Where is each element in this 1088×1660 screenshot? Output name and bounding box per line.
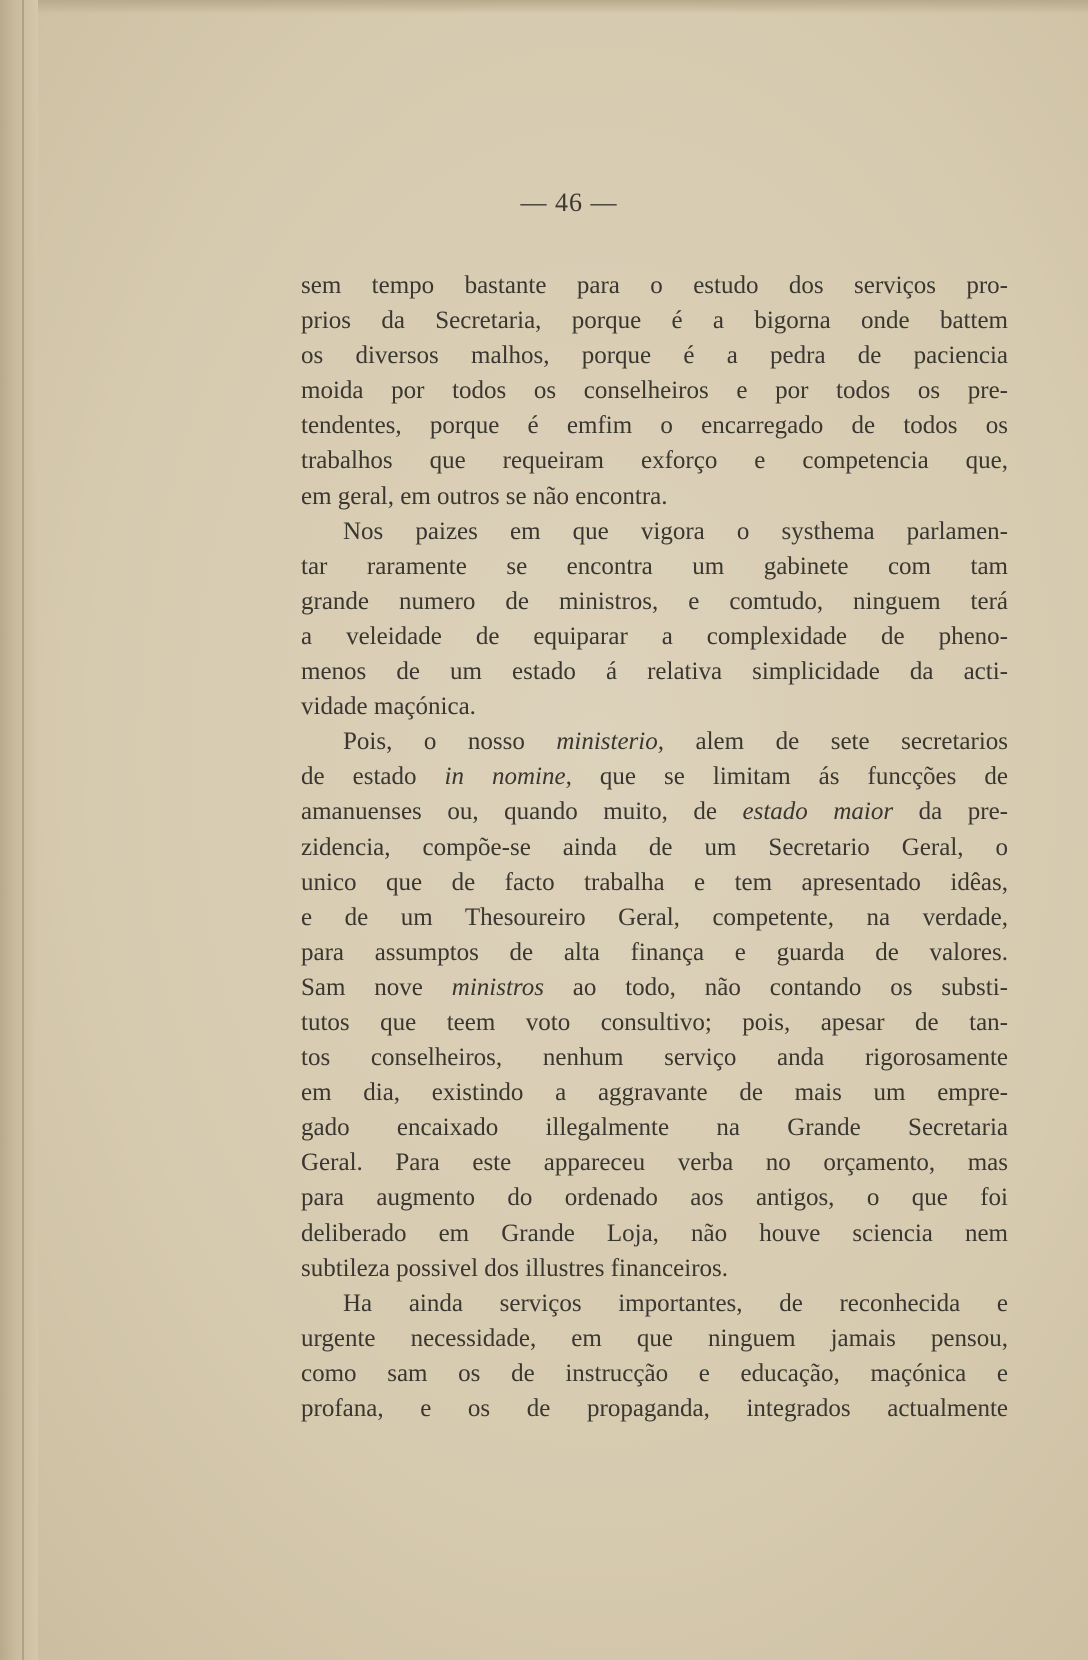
text-line: menos de um estado á relativa simplicidade da acti-	[301, 658, 1008, 686]
text-line: tendentes, porque é emfim o encarregado de todos os	[301, 412, 1008, 440]
text-line: deliberado em Grande Loja, não houve sciencia nem	[301, 1219, 1008, 1247]
text-segment: da pre-	[893, 798, 1008, 826]
text-line: tos conselheiros, nenhum serviço anda rigorosamente	[301, 1044, 1008, 1072]
text-line	[301, 970, 1008, 1005]
text-line: em geral, em outros se não encontra.	[301, 482, 668, 510]
text-line	[301, 724, 1008, 759]
text-line: profana, e os de propaganda, integrados actualmente	[301, 1395, 1008, 1422]
text-line: moida por todos os conselheiros e por todos os pre-	[301, 377, 1008, 405]
text-line: vidade maçónica.	[301, 693, 476, 721]
page-binding-edge	[0, 0, 38, 1660]
text-line: subtileza possivel dos illustres financeiros.	[301, 1254, 729, 1282]
italic-phrase: in nomine,	[444, 763, 572, 791]
text-line: como sam os de instrucção e educação, maçónica e	[301, 1359, 1008, 1387]
italic-phrase: ministros	[451, 973, 544, 1001]
text-line: tar raramente se encontra um gabinete com tam	[301, 552, 1008, 580]
text-line: tutos que teem voto consultivo; pois, apesar de tan-	[301, 1008, 1008, 1036]
text-line: Geral. Para este appareceu verba no orçamento, mas	[301, 1149, 1008, 1177]
text-line	[301, 759, 1008, 794]
italic-phrase: ministerio,	[556, 728, 664, 756]
text-segment: ao todo, não contando os substi-	[543, 973, 1008, 1001]
page-top-edge	[0, 0, 1088, 14]
text-line: prios da Secretaria, porque é a bigorna onde battem	[301, 307, 1008, 335]
text-segment: alem de sete secretarios	[664, 728, 1008, 756]
text-line: Nos paizes em que vigora o systhema parlamen-	[343, 517, 1008, 545]
text-line: trabalhos que requeiram exforço e competencia que,	[301, 447, 1008, 475]
text-line: os diversos malhos, porque é a pedra de paciencia	[301, 342, 1008, 370]
text-line: zidencia, compõe-se ainda de um Secretario Geral, o	[301, 833, 1008, 861]
text-line: grande numero de ministros, e comtudo, ninguem terá	[301, 587, 1008, 615]
text-line: Ha ainda serviços importantes, de reconhecida e	[343, 1289, 1008, 1317]
text-segment: Pois, o nosso	[343, 728, 557, 756]
text-line: gado encaixado illegalmente na Grande Secretaria	[301, 1114, 1008, 1142]
italic-phrase: estado maior	[742, 798, 894, 826]
text-line	[301, 794, 1008, 829]
text-segment: amanuenses ou, quando muito, de	[301, 798, 743, 826]
text-line: e de um Thesoureiro Geral, competente, na verdade,	[301, 903, 1008, 931]
text-line: em dia, existindo a aggravante de mais um empre-	[301, 1079, 1008, 1107]
page-number: — 46 —	[520, 188, 618, 217]
text-line: a veleidade de equiparar a complexidade de pheno-	[301, 622, 1008, 650]
text-segment: Sam nove	[301, 973, 452, 1001]
text-segment: de estado	[301, 763, 445, 791]
text-line: sem tempo bastante para o estudo dos serviços pro-	[301, 272, 1008, 299]
text-segment: que se limitam ás funcções de	[571, 763, 1008, 791]
text-line: para augmento do ordenado aos antigos, o que foi	[301, 1184, 1008, 1212]
text-line: urgente necessidade, em que ninguem jamais pensou,	[301, 1324, 1008, 1352]
body-text	[301, 268, 1008, 1426]
text-line: para assumptos de alta finança e guarda de valores.	[301, 938, 1008, 966]
text-line: unico que de facto trabalha e tem apresentado idêas,	[301, 868, 1008, 896]
